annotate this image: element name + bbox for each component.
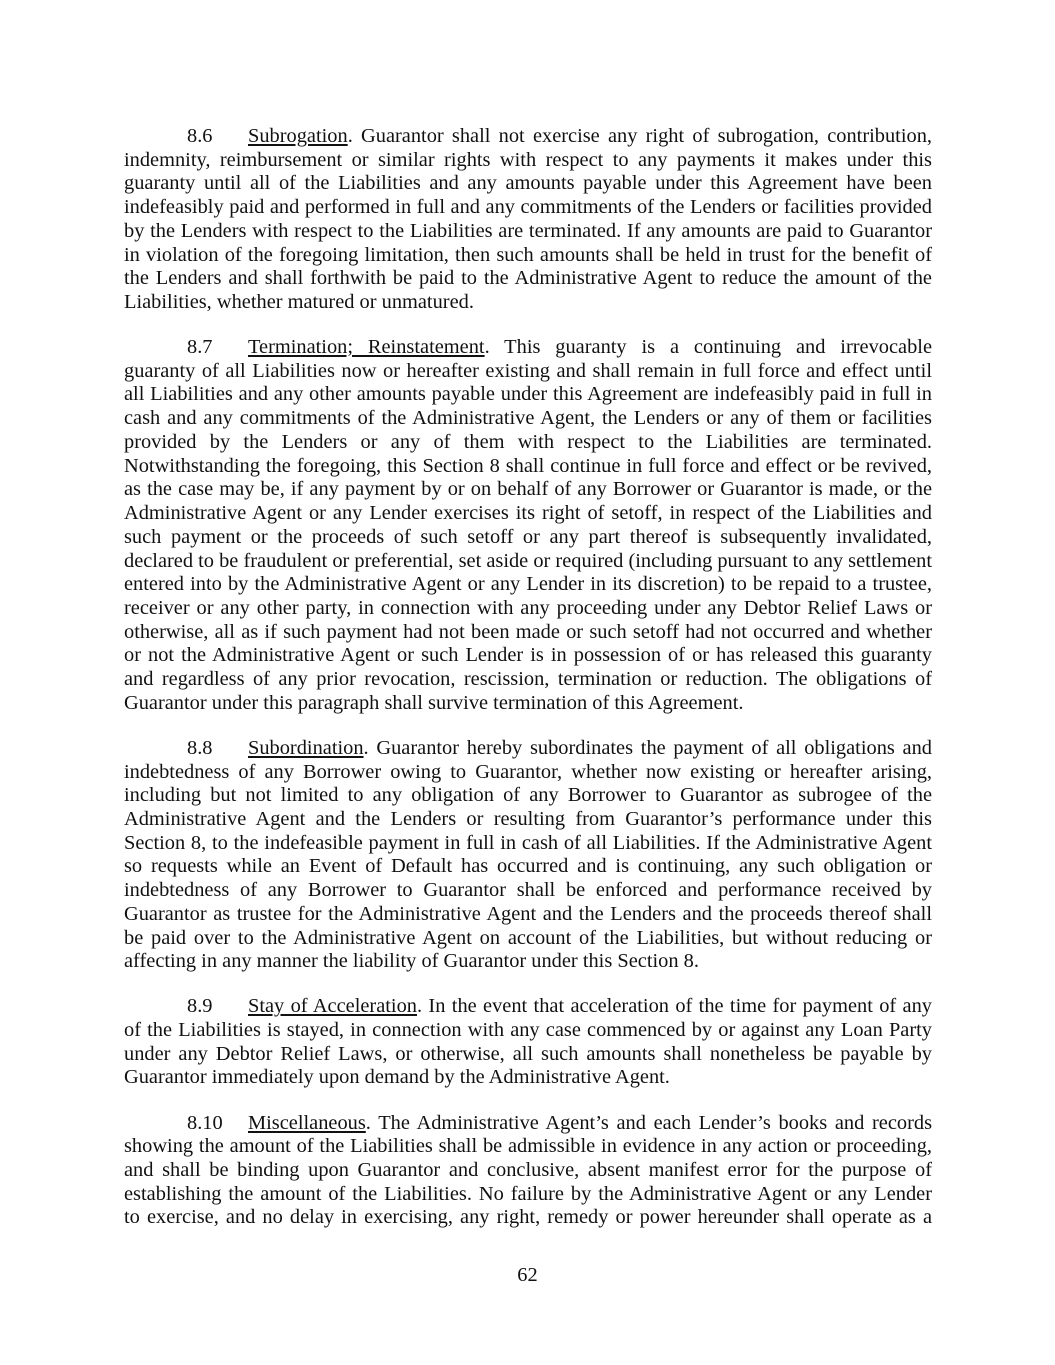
paragraph-line: indebtedness of any Borrower owing to Guarantor, whether now existing or hereafter arising, xyxy=(124,760,932,783)
paragraph-line: of the Liabilities is stayed, in connection with any case commenced by or against any Loan Party xyxy=(124,1019,932,1042)
paragraph-line: so requests while an Event of Default has occurred and is continuing, any such obligation or xyxy=(124,855,932,878)
paragraph-line: Administrative Agent or any Lender exercises its right of setoff, in respect of the Liabilities and xyxy=(124,502,932,525)
section-text: . In the event that acceleration of the time for payment of any xyxy=(416,995,932,1018)
paragraph-line: to exercise, and no delay in exercising, any right, remedy or power hereunder shall operate as a xyxy=(124,1206,932,1229)
paragraph-line: the Lenders and shall forthwith be paid to the Administrative Agent to reduce the amount of the xyxy=(124,267,932,290)
paragraph-line xyxy=(124,336,932,360)
paragraph-line xyxy=(124,995,932,1019)
section-8-7 xyxy=(124,336,932,716)
section-heading: Subordination xyxy=(248,736,364,759)
paragraph-line: Administrative Agent and the Lenders or resulting from Guarantor’s performance under this xyxy=(124,808,932,830)
paragraph-line: affecting in any manner the liability of Guarantor under this Section 8. xyxy=(124,950,699,973)
paragraph-line: such payment or the proceeds of such setoff or any part thereof is subsequently invalidated, xyxy=(124,525,932,548)
paragraph-line: and shall be binding upon Guarantor and conclusive, absent manifest error for the purpose of xyxy=(124,1158,932,1181)
section-8-10 xyxy=(124,1112,932,1231)
section-number: 8.6 xyxy=(187,125,213,147)
paragraph-line: Notwithstanding the foregoing, this Section 8 shall continue in full force and effect or be revived, xyxy=(124,454,932,477)
paragraph-line: otherwise, all as if such payment had not been made or such setoff had not occurred and whether xyxy=(124,620,932,643)
paragraph-line: indefeasibly paid and performed in full and any commitments of the Lenders or facilities provided xyxy=(124,196,932,219)
paragraph-line: cash and any commitments of the Administrative Agent, the Lenders or any of them or facilities xyxy=(124,407,932,430)
paragraph-line: showing the amount of the Liabilities shall be admissible in evidence in any action or proceeding, xyxy=(124,1135,932,1158)
section-heading: Stay of Acceleration xyxy=(248,995,417,1018)
page-number: 62 xyxy=(517,1264,538,1286)
paragraph-line: be paid over to the Administrative Agent on account of the Liabilities, but without reducing or xyxy=(124,926,932,949)
section-number: 8.8 xyxy=(187,736,213,759)
section-heading: Termination; Reinstatement xyxy=(248,336,485,359)
paragraph-line: declared to be fraudulent or preferential, set aside or required (including pursuant to any settlement xyxy=(124,549,932,572)
paragraph-line xyxy=(124,125,932,149)
paragraph-line: indemnity, reimbursement or similar rights with respect to any payments it makes under this xyxy=(124,148,932,171)
paragraph-line: and regardless of any prior revocation, rescission, termination or reduction. The obligations of xyxy=(124,668,932,691)
paragraph-line: Liabilities, whether matured or unmatured. xyxy=(124,291,474,314)
paragraph-line: under any Debtor Relief Laws, or otherwise, all such amounts shall nonetheless be payable by xyxy=(124,1042,932,1065)
section-heading: Subrogation xyxy=(248,125,348,147)
paragraph-line: Guarantor as trustee for the Administrative Agent and the Lenders and the proceeds thereof shall xyxy=(124,902,932,925)
section-text: . The Administrative Agent’s and each Lender’s books and records xyxy=(365,1111,932,1134)
paragraph-line: all Liabilities and any other amounts payable under this Agreement are indefeasibly paid in full in xyxy=(124,383,932,406)
paragraph-line: Guarantor immediately upon demand by the Administrative Agent. xyxy=(124,1066,670,1089)
paragraph-line: or not the Administrative Agent or such Lender is in possession of or has released this guaranty xyxy=(124,644,932,667)
paragraph-line: establishing the amount of the Liabilities. No failure by the Administrative Agent or any Lender xyxy=(124,1182,932,1205)
paragraph-line xyxy=(124,1112,932,1136)
section-8-8 xyxy=(124,737,932,974)
section-number: 8.7 xyxy=(187,336,213,359)
section-text: . This guaranty is a continuing and irrevocable xyxy=(484,336,932,359)
section-number: 8.9 xyxy=(187,995,213,1018)
section-text: . Guarantor hereby subordinates the payment of all obligations and xyxy=(363,736,932,759)
paragraph-line: provided by the Lenders or any of them with respect to the Liabilities are terminated. xyxy=(124,430,932,453)
section-8-9 xyxy=(124,995,932,1090)
paragraph-line: as the case may be, if any payment by or on behalf of any Borrower or Guarantor is made, or the xyxy=(124,478,932,501)
paragraph-line: including but not limited to any obligation of any Borrower to Guarantor as subrogee of the xyxy=(124,784,932,807)
section-heading: Miscellaneous xyxy=(248,1111,366,1134)
document-body xyxy=(124,125,932,1251)
paragraph-line: in violation of the foregoing limitation, then such amounts shall be held in trust for the benefit of xyxy=(124,243,932,266)
paragraph-line: receiver or any other party, in connection with any proceeding under any Debtor Relief Laws or xyxy=(124,596,932,619)
paragraph-line: indebtedness of any Borrower to Guarantor shall be enforced and performance received by xyxy=(124,879,932,902)
section-8-6 xyxy=(124,125,932,315)
paragraph-line: Guarantor under this paragraph shall survive termination of this Agreement. xyxy=(124,691,744,714)
paragraph-line: entered into by the Administrative Agent or any Lender in its discretion) to be repaid to a trustee, xyxy=(124,573,932,596)
paragraph-line: guaranty until all of the Liabilities and any amounts payable under this Agreement have been xyxy=(124,172,932,195)
paragraph-line: Section 8, to the indefeasible payment in full in cash of all Liabilities. If the Administrative Agent xyxy=(124,831,932,854)
section-number: 8.10 xyxy=(187,1111,223,1134)
paragraph-line xyxy=(124,737,932,761)
section-text: . Guarantor shall not exercise any right of subrogation, contribution, xyxy=(347,125,932,147)
paragraph-line: guaranty of all Liabilities now or hereafter existing and shall remain in full force and effect until xyxy=(124,359,932,382)
paragraph-line: by the Lenders with respect to the Liabilities are terminated. If any amounts are paid to Guarantor xyxy=(124,219,932,242)
